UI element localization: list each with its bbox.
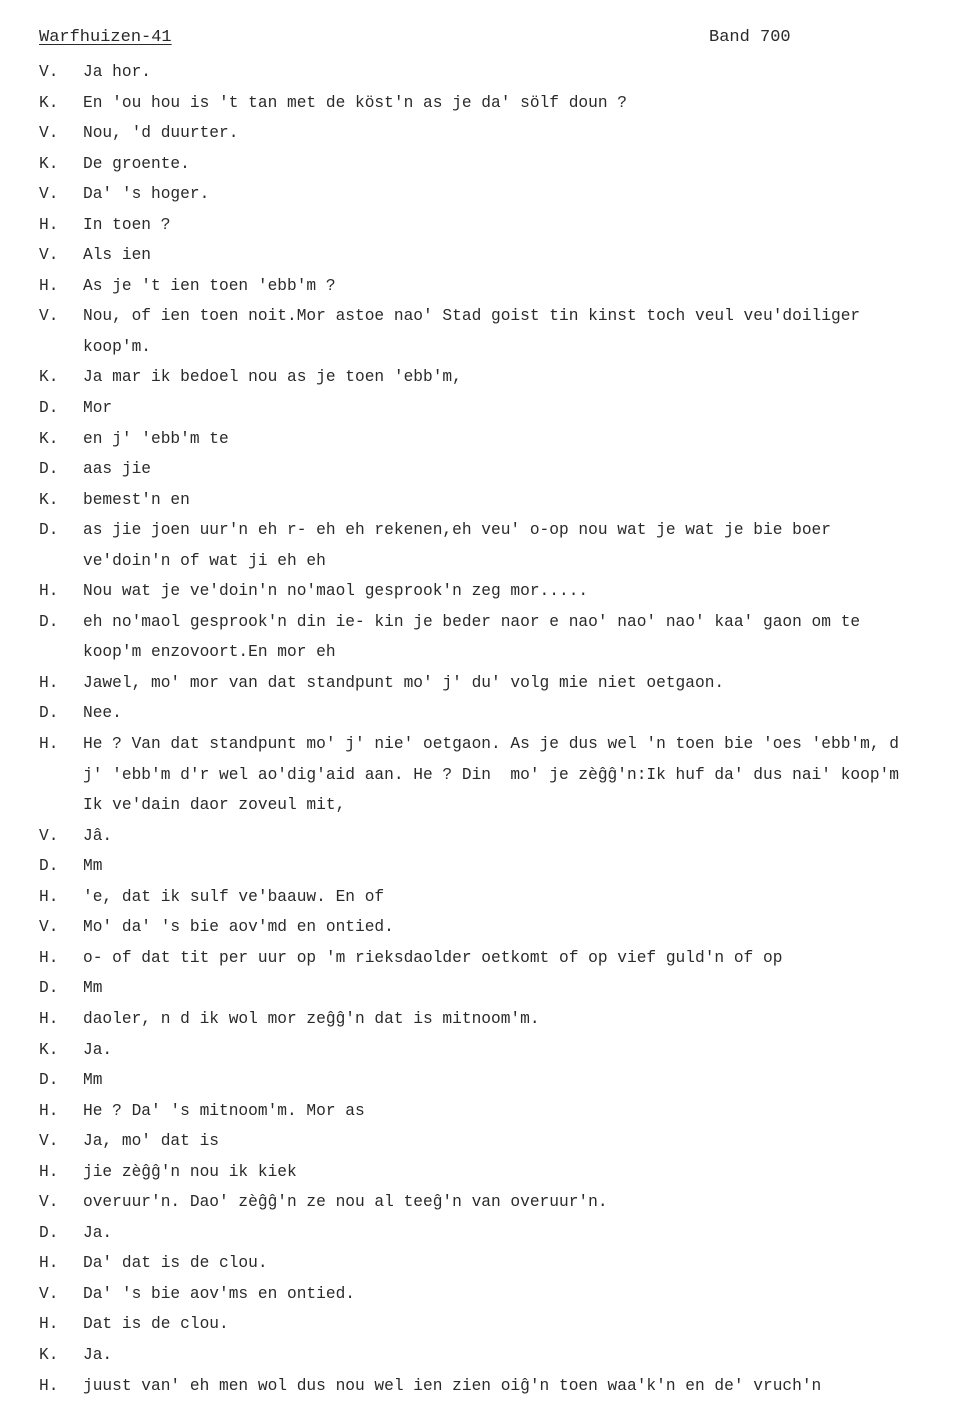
utterance-line: He ? Van dat standpunt mo' j' nie' oetgaon. As je dus wel 'n toen bie 'oes 'ebb'm, d	[83, 735, 899, 754]
transcript-turn	[39, 1279, 969, 1310]
utterance-line: In toen ?	[83, 215, 171, 234]
utterance-text	[83, 149, 969, 180]
speaker-label: H.	[39, 215, 59, 234]
speaker-label: H.	[39, 1162, 59, 1181]
speaker-label: H.	[39, 276, 59, 295]
utterance-text	[83, 943, 969, 974]
utterance-text	[83, 118, 969, 149]
transcript-turn	[39, 1126, 969, 1157]
transcript-turn	[39, 698, 969, 729]
transcript-turn	[39, 88, 969, 119]
utterance-line: Ja.	[83, 1223, 113, 1242]
utterance-line: overuur'n. Dao' zèĝĝ'n ze nou al teeĝ'n van overuur'n.	[83, 1193, 608, 1212]
speaker-label: H.	[39, 582, 59, 601]
page-header	[39, 28, 933, 52]
speaker-label: V.	[39, 185, 59, 204]
transcript-turn	[39, 362, 969, 393]
utterance-line: o- of dat tit per uur op 'm rieksdaolder oetkomt of op vief guld'n of op	[83, 948, 783, 967]
speaker-label: V.	[39, 246, 59, 265]
transcript-turn	[39, 393, 969, 424]
speaker-label: V.	[39, 124, 59, 143]
speaker-label: H.	[39, 1254, 59, 1273]
transcript-turn	[39, 1248, 969, 1279]
speaker-label: V.	[39, 1193, 59, 1212]
transcript-turn	[39, 485, 969, 516]
utterance-line: Mo' da' 's bie aov'md en ontied.	[83, 918, 394, 937]
utterance-text	[83, 1126, 969, 1157]
transcript-turn	[39, 454, 969, 485]
transcript-turn	[39, 912, 969, 943]
utterance-line: eh no'maol gesprook'n din ie- kin je beder naor e nao' nao' nao' kaa' gaon om te	[83, 612, 861, 631]
utterance-text	[83, 57, 969, 88]
speaker-label: K.	[39, 368, 59, 387]
utterance-text	[83, 973, 969, 1004]
utterance-line: Jawel, mo' mor van dat standpunt mo' j' du' volg mie niet oetgaon.	[83, 673, 725, 692]
utterance-line: Ik ve'dain daor zoveul mit,	[83, 796, 346, 815]
transcript-turn	[39, 1371, 969, 1401]
transcript-turn	[39, 1187, 969, 1218]
utterance-text	[83, 698, 969, 729]
utterance-line: Jâ.	[83, 826, 113, 845]
utterance-line: 'e, dat ik sulf ve'baauw. En of	[83, 887, 385, 906]
utterance-text	[83, 821, 969, 852]
transcript-turn	[39, 607, 969, 668]
utterance-line: Als ien	[83, 246, 151, 265]
transcript-turn	[39, 515, 969, 576]
utterance-text	[83, 1065, 969, 1096]
speaker-label: H.	[39, 1315, 59, 1334]
tape-number: Band 700	[709, 28, 791, 47]
utterance-line: Da' 's bie aov'ms en ontied.	[83, 1284, 355, 1303]
speaker-label: H.	[39, 1376, 59, 1395]
speaker-label: K.	[39, 1345, 59, 1364]
transcript-turn	[39, 729, 969, 821]
speaker-label: H.	[39, 735, 59, 754]
utterance-line: jie zèĝĝ'n nou ik kiek	[83, 1162, 297, 1181]
utterance-text	[83, 1157, 969, 1188]
speaker-label: D.	[39, 399, 59, 418]
transcript-turn	[39, 821, 969, 852]
utterance-text	[83, 1309, 969, 1340]
transcript-turn	[39, 1309, 969, 1340]
utterance-line: as jie joen uur'n eh r- eh eh rekenen,eh veu' o-op nou wat je wat je bie boer	[83, 521, 831, 540]
utterance-text	[83, 882, 969, 913]
transcript-turn	[39, 271, 969, 302]
transcript-turn	[39, 851, 969, 882]
utterance-text	[83, 912, 969, 943]
utterance-line: koop'm enzovoort.En mor eh	[83, 643, 336, 662]
transcript-turn	[39, 943, 969, 974]
utterance-line: De groente.	[83, 154, 190, 173]
utterance-text	[83, 1248, 969, 1279]
transcript-turn	[39, 1218, 969, 1249]
utterance-line: En 'ou hou is 't tan met de köst'n as je da' sölf doun ?	[83, 93, 627, 112]
utterance-text	[83, 88, 969, 119]
utterance-text	[83, 393, 969, 424]
utterance-line: Nou, 'd duurter.	[83, 124, 239, 143]
utterance-line: koop'm.	[83, 337, 151, 356]
transcript-body	[39, 57, 969, 1401]
utterance-line: Mm	[83, 979, 103, 998]
utterance-line: bemest'n en	[83, 490, 190, 509]
utterance-line: Ja.	[83, 1345, 113, 1364]
utterance-text	[83, 668, 969, 699]
speaker-label: V.	[39, 826, 59, 845]
utterance-line: Da' dat is de clou.	[83, 1254, 268, 1273]
utterance-text	[83, 1187, 969, 1218]
speaker-label: H.	[39, 948, 59, 967]
location-title: Warfhuizen-41	[39, 28, 172, 47]
speaker-label: D.	[39, 612, 59, 631]
utterance-line: Nee.	[83, 704, 122, 723]
transcript-turn	[39, 179, 969, 210]
utterance-line: daoler, n d ik wol mor zeĝĝ'n dat is mitnoom'm.	[83, 1009, 540, 1028]
speaker-label: V.	[39, 1284, 59, 1303]
utterance-line: Mor	[83, 399, 113, 418]
utterance-line: As je 't ien toen 'ebb'm ?	[83, 276, 336, 295]
utterance-text	[83, 1004, 969, 1035]
utterance-line: Da' 's hoger.	[83, 185, 210, 204]
utterance-text	[83, 301, 969, 362]
utterance-text	[83, 210, 969, 241]
transcript-turn	[39, 118, 969, 149]
utterance-text	[83, 515, 969, 576]
speaker-label: D.	[39, 521, 59, 540]
transcript-turn	[39, 576, 969, 607]
utterance-text	[83, 485, 969, 516]
utterance-text	[83, 607, 969, 668]
utterance-line: Ja, mo' dat is	[83, 1132, 219, 1151]
speaker-label: K.	[39, 490, 59, 509]
utterance-text	[83, 851, 969, 882]
transcript-turn	[39, 1096, 969, 1127]
speaker-label: K.	[39, 93, 59, 112]
speaker-label: D.	[39, 1071, 59, 1090]
utterance-line: juust van' eh men wol dus nou wel ien zien oiĝ'n toen waa'k'n en de' vruch'n	[83, 1376, 822, 1395]
speaker-label: K.	[39, 154, 59, 173]
transcript-turn	[39, 240, 969, 271]
transcript-turn	[39, 668, 969, 699]
utterance-text	[83, 240, 969, 271]
speaker-label: H.	[39, 673, 59, 692]
utterance-line: Nou, of ien toen noit.Mor astoe nao' Stad goist tin kinst toch veul veu'doiliger	[83, 307, 861, 326]
utterance-line: He ? Da' 's mitnoom'm. Mor as	[83, 1101, 365, 1120]
transcript-turn	[39, 1065, 969, 1096]
utterance-line: Nou wat je ve'doin'n no'maol gesprook'n zeg mor.....	[83, 582, 589, 601]
speaker-label: V.	[39, 918, 59, 937]
transcript-turn	[39, 424, 969, 455]
utterance-text	[83, 271, 969, 302]
transcript-turn	[39, 1035, 969, 1066]
utterance-text	[83, 1035, 969, 1066]
speaker-label: D.	[39, 979, 59, 998]
transcript-turn	[39, 973, 969, 1004]
transcript-turn	[39, 149, 969, 180]
transcript-turn	[39, 1004, 969, 1035]
speaker-label: H.	[39, 1009, 59, 1028]
speaker-label: D.	[39, 460, 59, 479]
transcript-turn	[39, 57, 969, 88]
utterance-line: Ja mar ik bedoel nou as je toen 'ebb'm,	[83, 368, 462, 387]
utterance-line: j' 'ebb'm d'r wel ao'dig'aid aan. He ? Din mo' je zèĝĝ'n:Ik huf da' dus nai' koop'm	[83, 765, 899, 784]
speaker-label: H.	[39, 887, 59, 906]
transcript-turn	[39, 1157, 969, 1188]
utterance-text	[83, 1096, 969, 1127]
utterance-text	[83, 576, 969, 607]
utterance-text	[83, 362, 969, 393]
utterance-line: Ja hor.	[83, 63, 151, 81]
speaker-label: D.	[39, 1223, 59, 1242]
speaker-label: V.	[39, 307, 59, 326]
transcript-turn	[39, 1340, 969, 1371]
speaker-label: D.	[39, 857, 59, 876]
utterance-line: Mm	[83, 857, 103, 876]
utterance-line: en j' 'ebb'm te	[83, 429, 229, 448]
speaker-label: K.	[39, 1040, 59, 1059]
speaker-label: K.	[39, 429, 59, 448]
utterance-text	[83, 1218, 969, 1249]
utterance-text	[83, 1279, 969, 1310]
speaker-label: H.	[39, 1101, 59, 1120]
speaker-label: V.	[39, 63, 59, 81]
utterance-line: aas jie	[83, 460, 151, 479]
transcript-turn	[39, 301, 969, 362]
utterance-line: ve'doin'n of wat ji eh eh	[83, 551, 326, 570]
utterance-line: Mm	[83, 1071, 103, 1090]
utterance-text	[83, 1340, 969, 1371]
utterance-line: Dat is de clou.	[83, 1315, 229, 1334]
utterance-line: Ja.	[83, 1040, 113, 1059]
utterance-text	[83, 729, 969, 821]
utterance-text	[83, 454, 969, 485]
transcript-turn	[39, 882, 969, 913]
speaker-label: V.	[39, 1132, 59, 1151]
utterance-text	[83, 179, 969, 210]
utterance-text	[83, 1371, 969, 1401]
speaker-label: D.	[39, 704, 59, 723]
utterance-text	[83, 424, 969, 455]
transcript-turn	[39, 210, 969, 241]
